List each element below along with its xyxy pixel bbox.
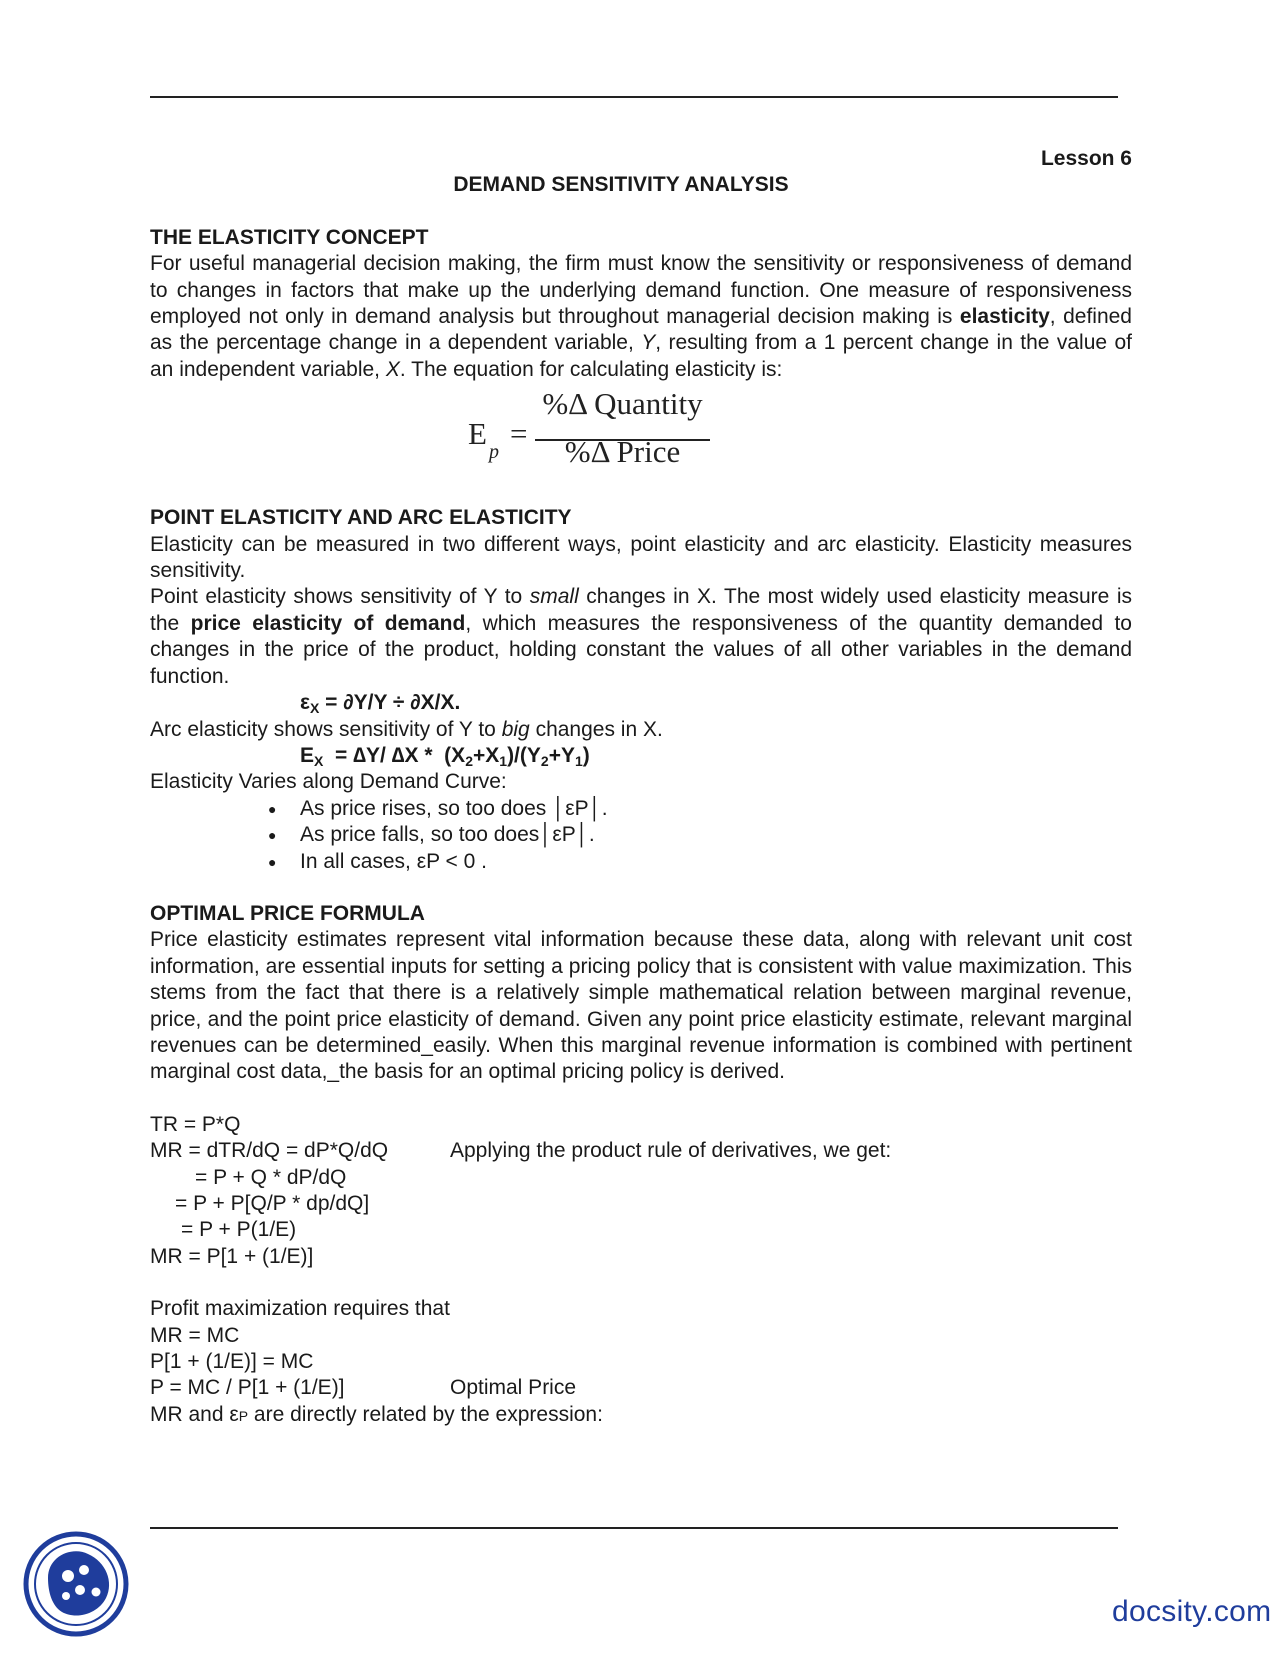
spacer (150, 1270, 1132, 1296)
eq-text: )/(Y (507, 743, 541, 767)
text-run: MR and ε (150, 1402, 239, 1426)
eq-symbol: ε (300, 691, 310, 715)
formula-equals: = (510, 416, 528, 452)
text-run: . The equation for calculating elasticity is: (399, 357, 783, 381)
varies-label: Elasticity Varies along Demand Curve: (150, 770, 507, 794)
profit-line: Profit maximization requires that (150, 1297, 450, 1321)
italic-var: X (385, 357, 400, 381)
point-elasticity-equation (150, 690, 1132, 716)
formula-lhs-subscript: p (488, 441, 499, 464)
bottom-rule (150, 1527, 1118, 1529)
arc-elasticity-equation (150, 743, 1132, 769)
paragraph-point-arc-intro: Elasticity can be measured in two different ways, point elasticity and arc elasticity. Elasticity measures sensitivity. (150, 532, 1132, 583)
eq-subscript: 1 (574, 752, 583, 769)
italic-term: big (501, 717, 530, 741)
eq-text: +Y (548, 743, 575, 767)
section-heading-elasticity-concept: THE ELASTICITY CONCEPT (150, 225, 429, 249)
spacer (150, 1086, 1132, 1112)
text-run: , which measures the responsiveness of the quantity demanded to changes in the price of the product, holding constant the values of all other variables in the demand function. (150, 611, 1132, 688)
text-run: Arc elasticity shows sensitivity of Y to (150, 717, 502, 741)
derivation-line: MR = P[1 + (1/E)] (150, 1244, 314, 1268)
derivation-line: = P + Q * dP/dQ (195, 1165, 347, 1189)
text-run: changes in X. The most widely used elasticity measure is the (150, 585, 1132, 635)
derivation-line: = P + P[Q/P * dp/dQ] (175, 1192, 370, 1215)
docsity-logo-icon[interactable] (22, 1530, 130, 1638)
bold-term: price elasticity of demand (190, 611, 466, 635)
derivation-line (150, 1138, 1132, 1164)
italic-term: small (529, 585, 579, 609)
section-heading-point-arc: POINT ELASTICITY AND ARC ELASTICITY (150, 506, 572, 530)
top-rule (150, 96, 1118, 98)
eq-text: = ∆Y/ ∆X * (X (323, 743, 466, 767)
paragraph-elasticity-concept (150, 251, 1132, 383)
list-item: ● As price rises, so too does │εP│. (150, 796, 1132, 822)
derivation-note: Applying the product rule of derivatives, we get: (450, 1139, 892, 1163)
eq-subscript: 1 (499, 752, 508, 769)
profit-formula: P = MC / P[1 + (1/E)] (150, 1376, 345, 1400)
eq-symbol: E (300, 743, 315, 767)
text-run: , defined as the percentage change in a dependent variable, (150, 305, 1132, 355)
section-heading-optimal-price: OPTIMAL PRICE FORMULA (150, 901, 425, 925)
paragraph-point-elasticity (150, 584, 1132, 690)
list-item: ● In all cases, εP < 0 . (150, 849, 1132, 875)
derivation-formula: MR = dTR/dQ = dP*Q/dQ (150, 1139, 389, 1163)
bullet-list (150, 796, 1132, 875)
spacer (150, 875, 1132, 901)
eq-text: +X (472, 743, 500, 767)
text-run: For useful managerial decision making, the firm must know the sensitivity or responsiveness of demand to changes in factors that make up the underlying demand function. One measure of responsiveness employed not only in demand analysis but throughout managerial decision making is (150, 252, 1132, 329)
formula-lhs-symbol: E (468, 416, 487, 452)
spacer (150, 199, 1132, 225)
paragraph-optimal-price: Price elasticity estimates represent vital information because these data, along with relevant unit cost information, are essential inputs for setting a pricing policy that is consistent with value maximization. This stems from the fact that there is a relatively simple mathematical relation between marginal revenue, price, and the point price elasticity of demand. Given any point price elasticity estimate, relevant marginal revenues can be determined_easily. When this marginal revenue information is combined with pertinent marginal cost data,_the basis for an optimal pricing policy is derived. (150, 928, 1132, 1084)
lesson-number: Lesson 6 (1040, 147, 1132, 170)
eq-subscript: X (309, 700, 320, 717)
paragraph-arc-elasticity (150, 717, 1132, 743)
profit-block (150, 1296, 1132, 1429)
profit-line (150, 1375, 1132, 1401)
docsity-brand-link[interactable]: docsity.com (1112, 1595, 1272, 1628)
formula-denominator: %Δ Price (564, 434, 681, 470)
eq-subscript: X (314, 752, 324, 769)
text-run: , resulting from a 1 percent change in the value of an independent variable, (150, 331, 1132, 381)
text-run: Point elasticity shows sensitivity of Y to (150, 585, 530, 609)
formula-lhs (468, 416, 499, 464)
bold-term: elasticity (959, 305, 1050, 329)
document-page (150, 146, 1132, 1429)
document-title: DEMAND SENSITIVITY ANALYSIS (453, 173, 789, 197)
formula-numerator: %Δ Quantity (542, 386, 703, 422)
italic-var: Y (641, 331, 656, 355)
eq-subscript: 2 (540, 752, 549, 769)
eq-text: ) (582, 743, 590, 767)
profit-note: Optimal Price (450, 1376, 577, 1400)
list-item: ● As price falls, so too does│εP│. (150, 822, 1132, 848)
subscript: P (238, 1407, 249, 1424)
profit-line: MR = MC (150, 1323, 240, 1347)
text-run: are directly related by the expression: (248, 1402, 603, 1426)
profit-line (150, 1402, 1132, 1429)
text-run: changes in X. (529, 717, 663, 741)
derivation-line: TR = P*Q (150, 1112, 241, 1136)
eq-text: = ∂Y/Y ÷ ∂X/X. (319, 691, 461, 715)
profit-line: P[1 + (1/E)] = MC (150, 1350, 314, 1374)
elasticity-formula (150, 386, 1132, 495)
eq-subscript: 2 (465, 752, 473, 769)
derivation-block (150, 1112, 1132, 1270)
derivation-line: = P + P(1/E) (181, 1218, 297, 1242)
